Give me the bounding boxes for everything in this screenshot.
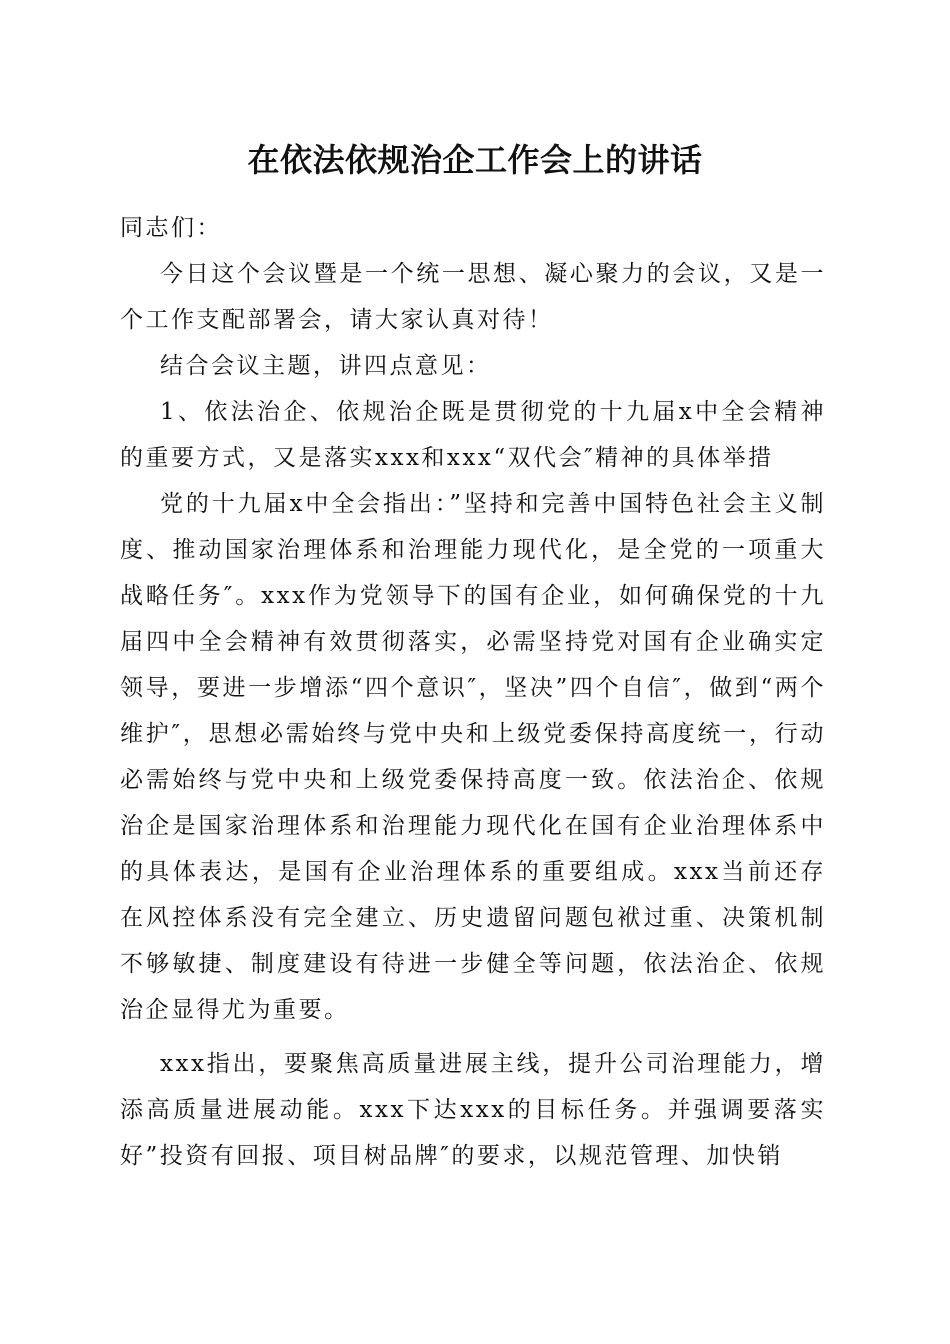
document-body xyxy=(120,205,826,1179)
greeting: 同志们： xyxy=(120,215,222,241)
paragraph-theme: 结合会议主题，讲四点意见： xyxy=(160,353,492,379)
document-title: 在依法依规治企工作会上的讲话 xyxy=(247,141,703,179)
paragraph-opening: 今日这个会议暨是一个统一思想、凝心聚力的会议，又是一个工作支配部署会，请大家认真对待！ xyxy=(120,261,826,333)
paragraph-point-1-body: 党的十九届x中全会指出：”坚持和完善中国特色社会主义制度、推动国家治理体系和治理能力现代化，是全党的一项重大战略任务″。xxx作为党领导下的国有企业，如何确保党的十九届四中全会精神有效贯彻落实，必需坚持党对国有企业确实定领导，要进一步增添“四个意识″，坚决”四个自信″，做到“两个维护″，思想必需始终与党中央和上级党委保持高度统一，行动必需始终与党中央和上级党委保持高度一致。依法治企、依规治企是国家治理体系和治理能力现代化在国有企业治理体系中的具体表达，是国有企业治理体系的重要组成。xxx当前还存在风控体系没有完全建立、历史遗留问题包袱过重、决策机制不够敏捷、制度建设有待进一步健全等问题，依法治企、依规治企显得尤为重要。 xyxy=(120,491,826,1023)
paragraph-xxx-directive: xxx指出，要聚焦高质量进展主线，提升公司治理能力，增添高质量进展动能。xxx下达xxx的目标任务。并强调要落实好”投资有回报、项目树品牌″的要求，以规范管理、加快销 xyxy=(120,1051,826,1169)
paragraph-point-1-heading: 1、依法治企、依规治企既是贯彻党的十九届x中全会精神的重要方式，又是落实xxx和xxx“双代会″精神的具体举措 xyxy=(120,399,826,471)
